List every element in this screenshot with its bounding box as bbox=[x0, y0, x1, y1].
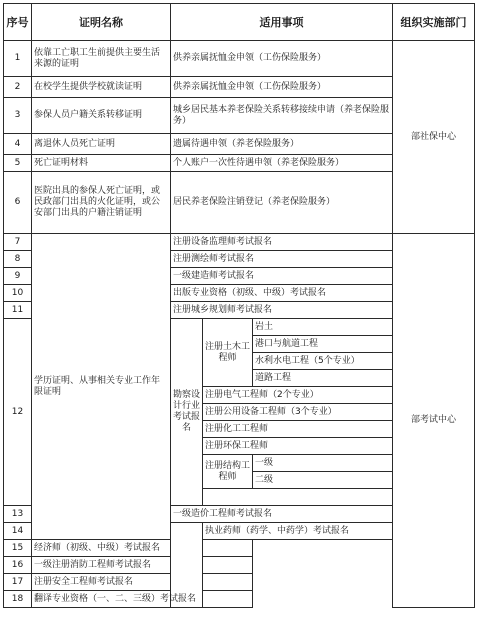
certificate-name: 依靠工亡职工生前提供主要生活来源的证明 bbox=[32, 41, 171, 77]
row-number: 6 bbox=[4, 172, 32, 234]
applicable-matter: 供养亲属抚恤金申领（工伤保险服务） bbox=[171, 77, 393, 98]
applicable-matter: 居民养老保险注销登记（养老保险服务） bbox=[171, 172, 393, 234]
electrical-engineer: 注册电气工程师（2个专业） bbox=[203, 387, 393, 404]
survey-design-label: 勘察设计行业考试报名 bbox=[171, 319, 203, 506]
row-number: 11 bbox=[4, 302, 32, 319]
applicable-matter: 城乡居民基本养老保险关系转移接续申请（养老保险服务） bbox=[171, 98, 393, 134]
table-row bbox=[4, 41, 475, 77]
row-number: 8 bbox=[4, 251, 32, 268]
certificate-table bbox=[3, 3, 475, 608]
structural-item: 一级 bbox=[253, 455, 393, 472]
row-number: 14 bbox=[4, 523, 32, 540]
header-row bbox=[4, 4, 475, 41]
certificate-name: 死亡证明材料 bbox=[32, 155, 171, 172]
row-number: 10 bbox=[4, 285, 32, 302]
applicable-matter: 遗属待遇申领（养老保险服务） bbox=[171, 134, 393, 155]
row-number: 3 bbox=[4, 98, 32, 134]
row-number: 15 bbox=[4, 540, 32, 557]
civil-item: 道路工程 bbox=[253, 370, 393, 387]
applicable-matter: 注册安全工程师考试报名 bbox=[32, 574, 253, 591]
row-number: 5 bbox=[4, 155, 32, 172]
environmental-engineer: 注册环保工程师 bbox=[203, 438, 393, 455]
chemical-engineer: 注册化工工程师 bbox=[203, 421, 393, 438]
table-row bbox=[4, 234, 475, 251]
agency-exam-center: 部考试中心 bbox=[393, 234, 475, 608]
civil-engineer-label: 注册土木工程师 bbox=[203, 319, 253, 387]
applicable-matter: 供养亲属抚恤金申领（工伤保险服务） bbox=[171, 41, 393, 77]
applicable-matter: 出版专业资格（初级、中级）考试报名 bbox=[171, 285, 393, 302]
row-number: 9 bbox=[4, 268, 32, 285]
applicable-matter: 执业药师（药学、中药学）考试报名 bbox=[203, 523, 475, 540]
applicable-matter: 一级建造师考试报名 bbox=[171, 268, 393, 285]
row-number: 1 bbox=[4, 41, 32, 77]
row-number: 17 bbox=[4, 574, 32, 591]
certificate-name: 在校学生提供学校就读证明 bbox=[32, 77, 171, 98]
header-matters: 适用事项 bbox=[171, 4, 393, 41]
applicable-matter: 注册测绘师考试报名 bbox=[171, 251, 393, 268]
structural-item: 二级 bbox=[253, 472, 393, 489]
structural-spacer bbox=[203, 489, 393, 506]
applicable-matter: 注册城乡规划师考试报名 bbox=[171, 302, 393, 319]
row-number: 2 bbox=[4, 77, 32, 98]
certificate-name: 医院出具的参保人死亡证明，或民政部门出具的火化证明，或公安部门出具的户籍注销证明 bbox=[32, 172, 171, 234]
header-no: 序号 bbox=[4, 4, 32, 41]
civil-item: 港口与航道工程 bbox=[253, 336, 393, 353]
row-number: 16 bbox=[4, 557, 32, 574]
civil-item: 岩土 bbox=[253, 319, 393, 336]
certificate-name: 参保人员户籍关系转移证明 bbox=[32, 98, 171, 134]
applicable-matter: 注册设备监理师考试报名 bbox=[171, 234, 393, 251]
row-number: 12 bbox=[4, 319, 32, 506]
utility-engineer: 注册公用设备工程师（3个专业） bbox=[203, 404, 393, 421]
row-number: 7 bbox=[4, 234, 32, 251]
group-certificate-name: 学历证明、从事相关专业工作年限证明 bbox=[32, 234, 171, 540]
agency-social-security: 部社保中心 bbox=[393, 41, 475, 234]
applicable-matter: 个人账户一次性待遇申领（养老保险服务） bbox=[171, 155, 393, 172]
applicable-matter: 翻译专业资格（一、二、三级）考试报名 bbox=[32, 591, 253, 608]
row-number: 4 bbox=[4, 134, 32, 155]
certificate-name: 离退休人员死亡证明 bbox=[32, 134, 171, 155]
civil-item: 水利水电工程（5个专业） bbox=[253, 353, 393, 370]
structural-engineer-label: 注册结构工程师 bbox=[203, 455, 253, 489]
applicable-matter: 一级注册消防工程师考试报名 bbox=[32, 557, 253, 574]
header-name: 证明名称 bbox=[32, 4, 171, 41]
header-agency: 组织实施部门 bbox=[393, 4, 475, 41]
row-number: 13 bbox=[4, 506, 32, 523]
row-number: 18 bbox=[4, 591, 32, 608]
applicable-matter: 一级造价工程师考试报名 bbox=[171, 506, 393, 523]
applicable-matter: 经济师（初级、中级）考试报名 bbox=[32, 540, 253, 557]
